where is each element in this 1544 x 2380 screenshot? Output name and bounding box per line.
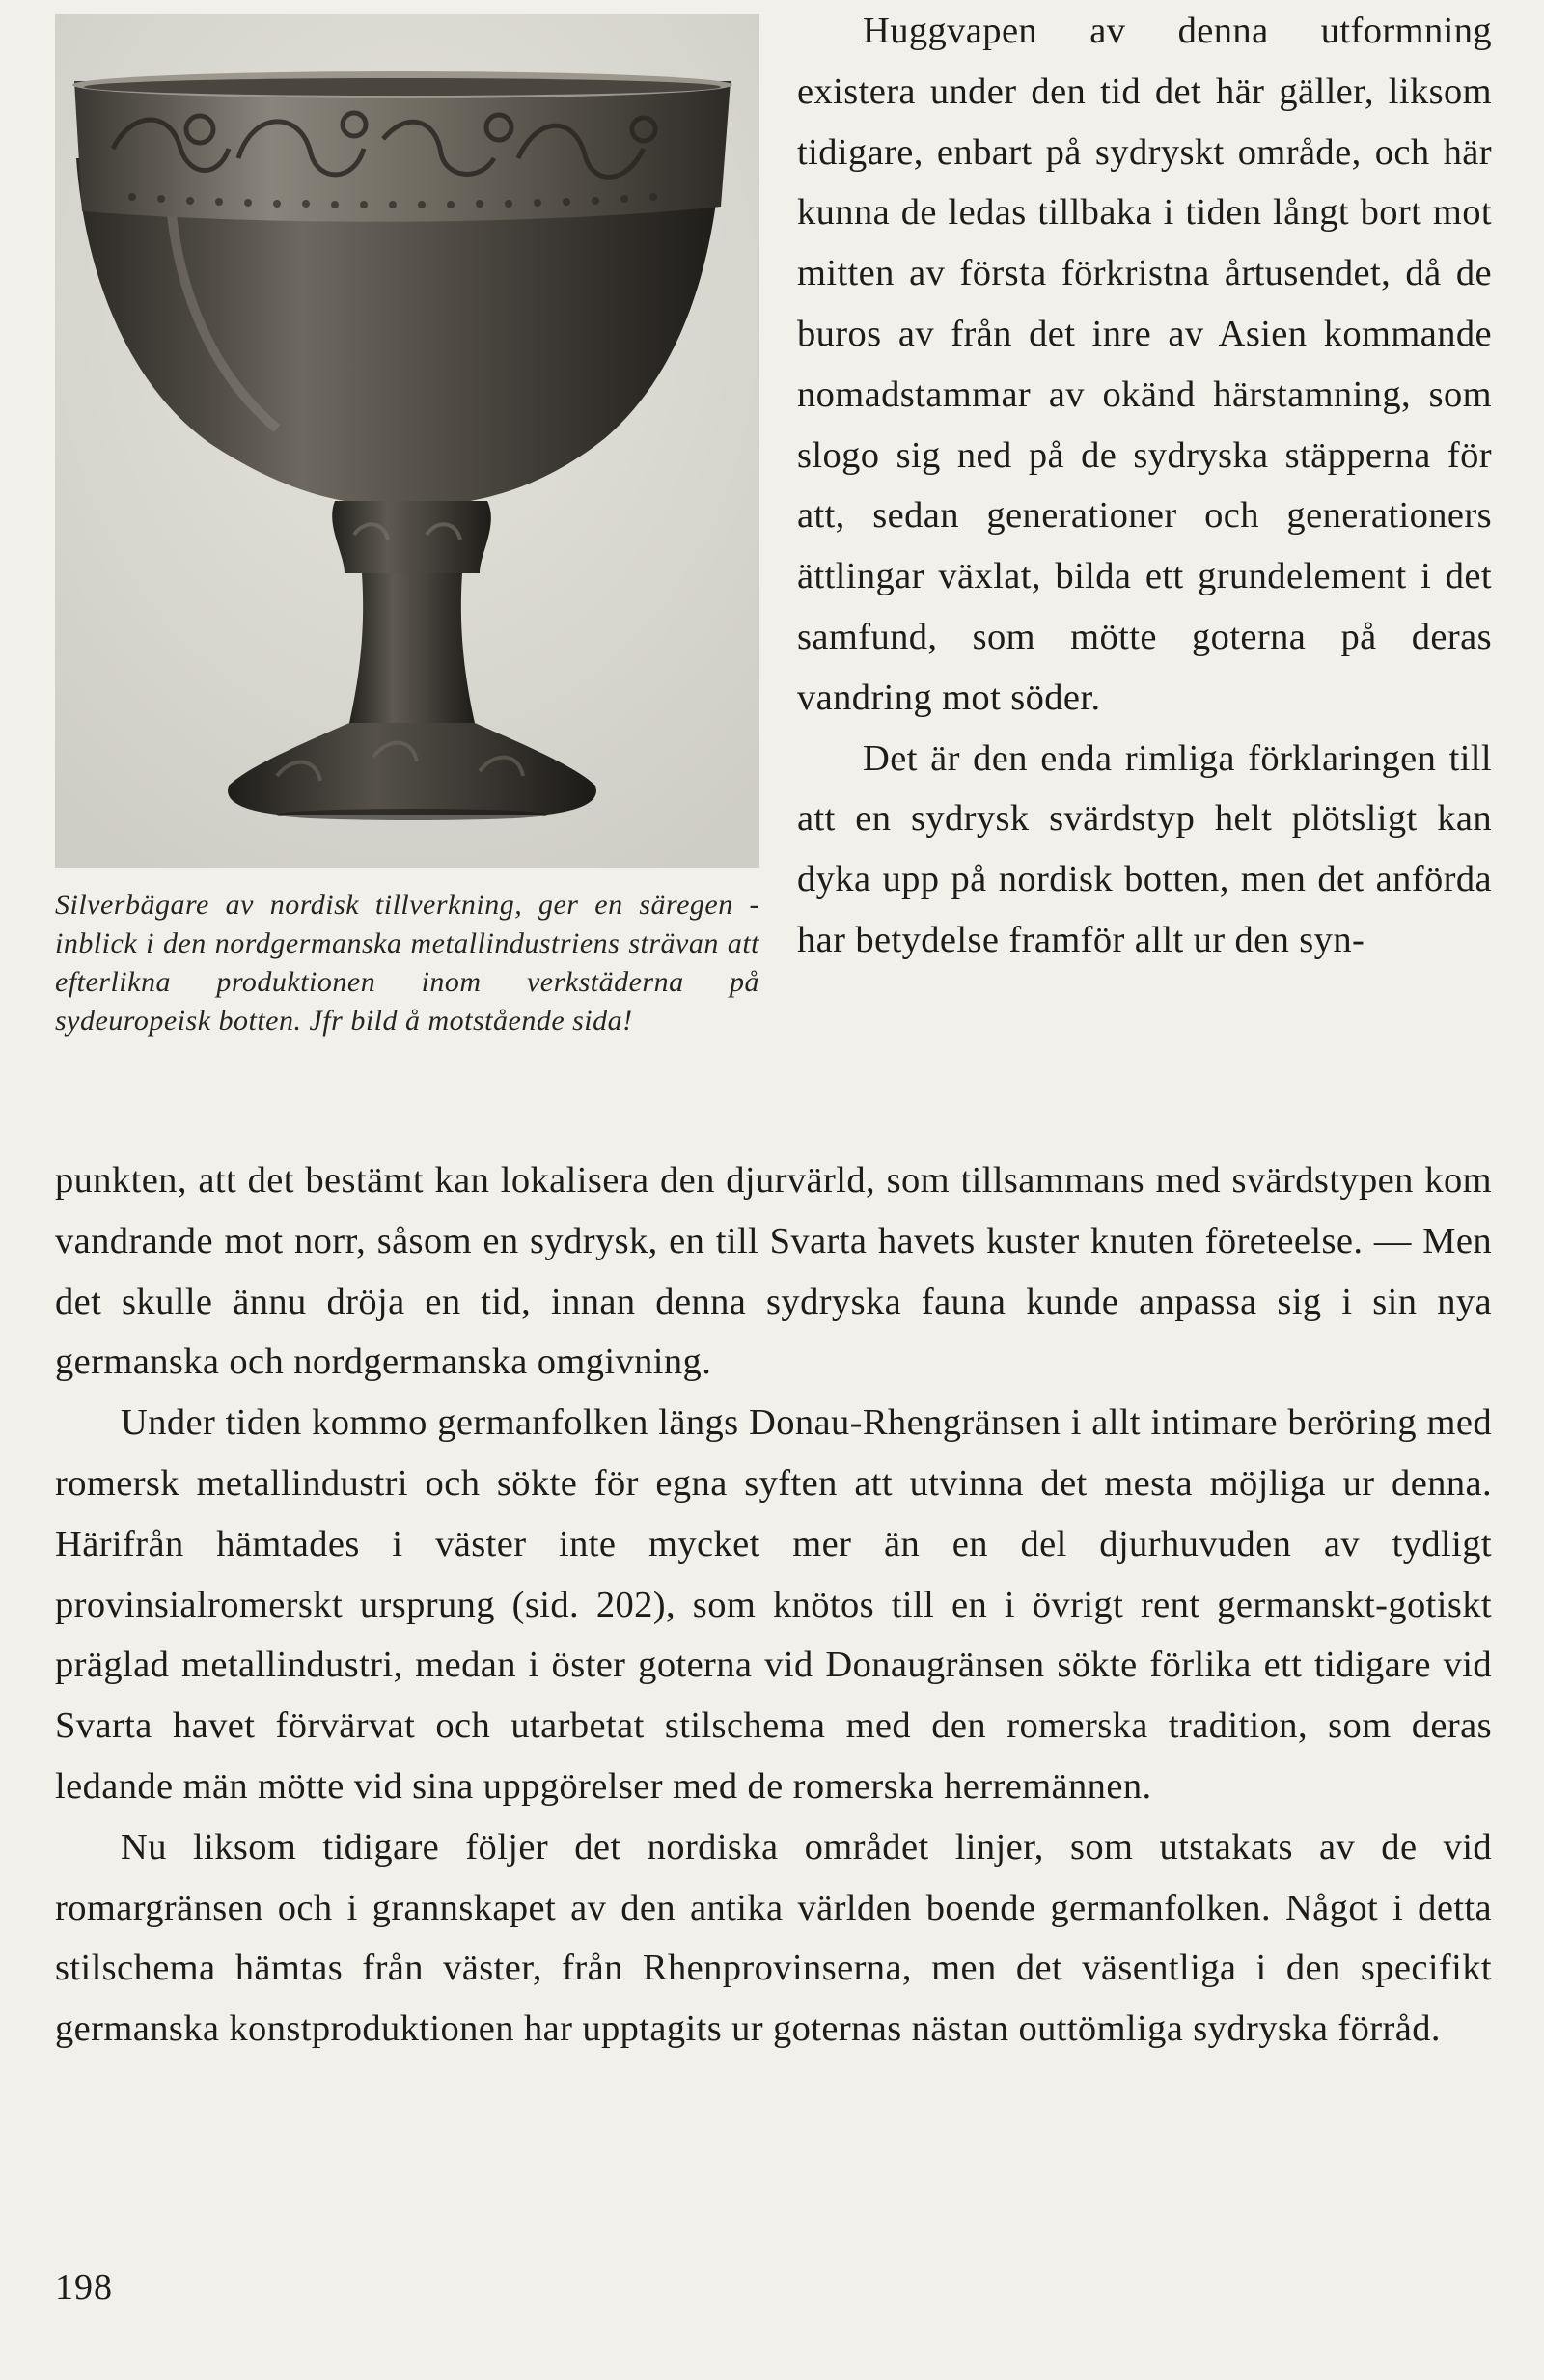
silver-goblet-photo-icon — [55, 14, 759, 868]
paragraph-2-end: punkten, att det bestämt kan lokalisera den djurvärld, som tillsammans med svärdstypen kom vandrande mot norr, såsom en sydrysk, en till Svarta havets kuster knuten företeelse. — Men det skulle ännu dröja en tid, innan denna sydryska fauna kunde anpassa sig i sin nya germanska och nordgermanska omgivning. — [55, 1160, 1492, 1383]
paragraph-4: Nu liksom tidigare följer det nordiska området linjer, som utstakats av de vid romargränsen och i grannskapet av den antika världen boende germanfolken. Något i detta stilschema hämtas från väster, från Rhenprovinserna, men det väsentliga i den specifikt germanska konstproduktionen har upptagits ur goternas nästan outtömliga sydryska förråd. — [55, 1826, 1492, 2050]
goblet-photograph — [55, 14, 759, 868]
figure-caption: Silverbägare av nordisk tillverkning, ger en säregen - inblick i den nordgermanska metallindustriens strävan att efterlikna produktionen inom verkstäderna på sydeuropeisk botten. Jfr bild å motstående sida! — [55, 889, 759, 1037]
paragraph-3: Under tiden kommo germanfolken längs Donau-Rhengränsen i allt intimare beröring med romersk metallindustri och sökte för egna syften att utvinna det mesta möjliga ur denna. Härifrån hämtades i väster inte mycket mer än en del djurhuvuden av tydligt provinsialromerskt ursprung (sid. 202), som knötos till en i övrigt rent germanskt-gotiskt präglad metallindustri, medan i öster goterna vid Donaugränsen sökte förlika ett tidigare vid Svarta havet förvärvat och utarbetat stilschema med den romerska tradition, som deras ledande män mötte vid sina uppgörelser med de romerska herremännen. — [55, 1402, 1492, 1807]
column-text — [797, 1, 1492, 971]
full-width-text — [55, 1150, 1492, 2060]
paragraph-2-start: Det är den enda rimliga förklaringen till att en sydrysk svärdstyp helt plötsligt kan dyka upp på nordisk botten, men det anförda har betydelse framför allt ur den syn- — [797, 737, 1492, 960]
page-number: 198 — [55, 2267, 113, 2308]
paragraph-1: Huggvapen av denna utformning existera under den tid det här gäller, liksom tidigare, enbart på sydryskt område, och här kunna de ledas tillbaka i tiden långt bort mot mitten av första förkristna årtusendet, då de buros av från det inre av Asien kommande nomadstammar av okänd härstamning, som slogo sig ned på de sydryska stäpperna för att, sedan generationer och generationers ättlingar växlat, bilda ett grundelement i det samfund, som mötte goterna på deras vandring mot söder. — [797, 11, 1492, 718]
